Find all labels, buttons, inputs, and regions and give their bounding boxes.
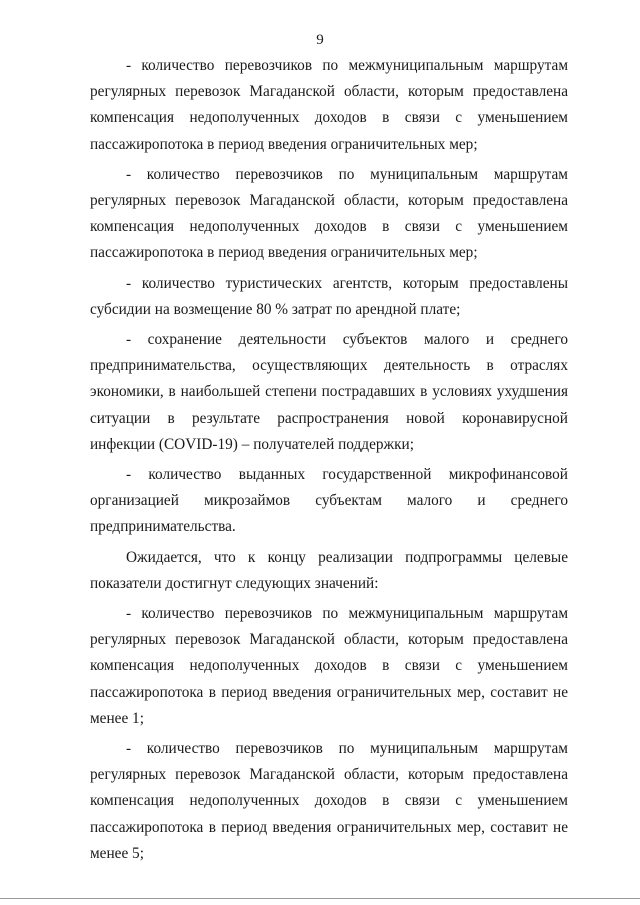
- paragraph-municipal-carriers: - количество перевозчиков по муниципальным маршрутам регулярных перевозок Магаданской области, которым предоставлена компенсация недополученных доходов в связи с уменьшением пассажиропотока в период введения ограничительных мер;: [90, 165, 568, 262]
- paragraph-expected-results: Ожидается, что к концу реализации подпрограммы целевые показатели достигнут следующих значений:: [90, 548, 568, 592]
- paragraph-target-municipal: - количество перевозчиков по муниципальным маршрутам регулярных перевозок Магаданской области, которым предоставлена компенсация недополученных доходов в связи с уменьшением пассажиропотока в период введения ограничительных мер, составит не менее 5;: [90, 740, 568, 862]
- bottom-divider: [0, 898, 640, 899]
- paragraph-interregional-carriers: - количество перевозчиков по межмуниципальным маршрутам регулярных перевозок Магаданской области, которым предоставлена компенсация недополученных доходов в связи с уменьшением пассажиропотока в период введения ограничительных мер;: [90, 57, 568, 153]
- paragraph-sme-support: - сохранение деятельности субъектов малого и среднего предпринимательства, осуществляющих деятельность в отраслях экономики, в наибольшей степени пострадавших в условиях ухудшения ситуации в результате распространения новой коронавирусной инфекции (COVID-19) – получателей поддержки;: [90, 331, 568, 453]
- paragraph-microloans: - количество выданных государственной микрофинансовой организацией микрозаймов субъектам малого и среднего предпринимательства.: [90, 466, 568, 536]
- body-text: [90, 53, 568, 867]
- page-number: 9: [316, 32, 324, 48]
- paragraph-target-interregional: - количество перевозчиков по межмуниципальным маршрутам регулярных перевозок Магаданской области, которым предоставлена компенсация недополученных доходов в связи с уменьшением пассажиропотока в период введения ограничительных мер, составит не менее 1;: [90, 605, 568, 727]
- paragraph-travel-agencies: - количество туристических агентств, которым предоставлены субсидии на возмещение 80 % затрат по арендной плате;: [90, 274, 568, 318]
